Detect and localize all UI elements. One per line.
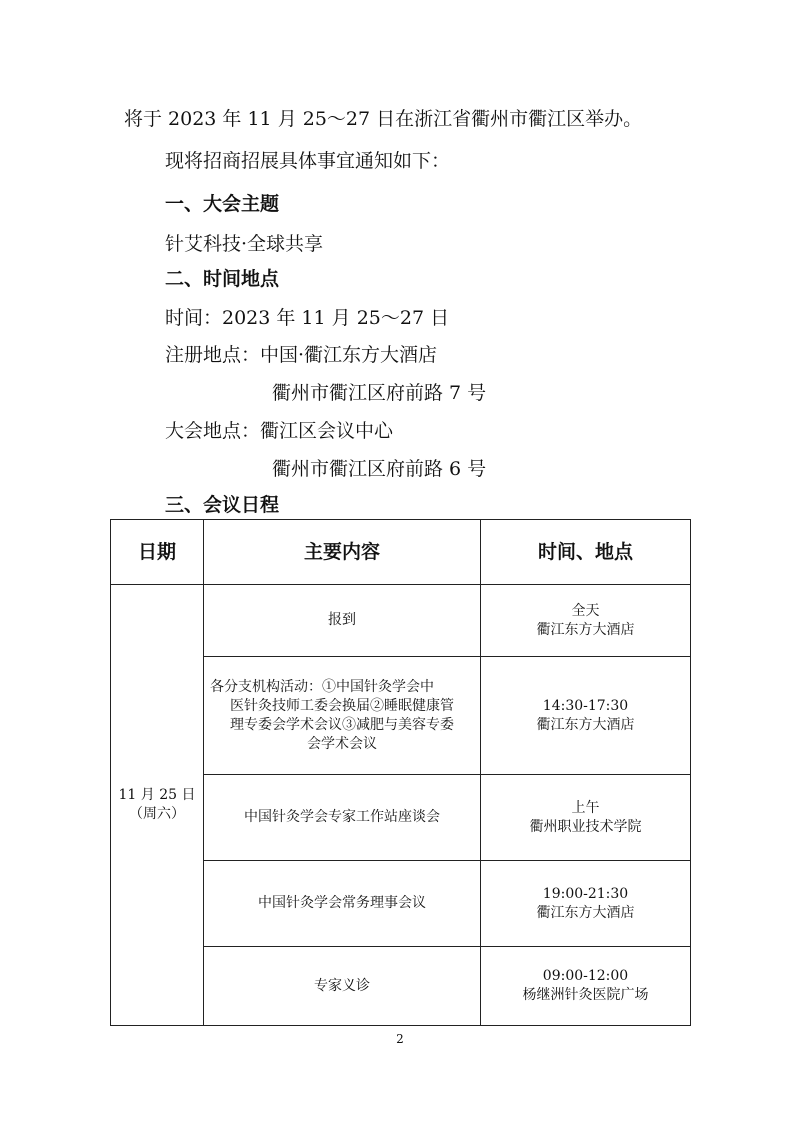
time-line: 14:30-17:30 [542, 697, 629, 714]
section-3-title: 三、会议日程 [165, 494, 280, 516]
place-line: 衢江东方大酒店 [536, 621, 635, 638]
page-number: 2 [396, 1032, 404, 1046]
content-cell [204, 861, 481, 947]
content-line: 中国针灸学会专家工作站座谈会 [244, 809, 440, 825]
place-line: 衢州职业技术学院 [529, 818, 642, 835]
table-row [111, 585, 691, 657]
time-place-cell [481, 861, 691, 947]
content-cell [204, 585, 481, 657]
schedule-table [110, 519, 691, 1026]
time-line: 09:00-12:00 [542, 968, 629, 984]
place-line: 衢江东方大酒店 [536, 716, 635, 733]
venue-address: 衢州市衢江区府前路 6 号 [272, 458, 487, 480]
body-line-2: 现将招商招展具体事宜通知如下： [165, 150, 451, 172]
registration-address: 衢州市衢江区府前路 7 号 [272, 382, 487, 404]
time-place-cell [481, 775, 691, 861]
time-place-cell [481, 657, 691, 775]
date-cell [111, 585, 204, 1026]
header-content: 主要内容 [204, 520, 481, 585]
registration-place: 注册地点：中国·衢江东方大酒店 [165, 344, 438, 366]
time-line: 19:00-21:30 [542, 885, 629, 902]
time-place-cell [481, 585, 691, 657]
date-line: 11 月 25 日 [118, 787, 196, 803]
content-line: 各分支机构活动：①中国针灸学会中 [210, 678, 434, 695]
theme-text: 针艾科技·全球共享 [165, 233, 324, 255]
content-line: 报到 [328, 612, 356, 628]
weekday-line: （周六） [129, 806, 185, 822]
time-line: 全天 [571, 602, 600, 619]
content-line: 中国针灸学会常务理事会议 [258, 895, 426, 911]
content-cell [204, 657, 481, 775]
content-line: 医针灸技师工委会换届②睡眠健康管 [230, 697, 454, 714]
header-date: 日期 [111, 520, 204, 585]
place-line: 杨继洲针灸医院广场 [522, 987, 649, 1003]
table-header-row [111, 520, 691, 585]
place-line: 衢江东方大酒店 [536, 904, 635, 921]
content-line: 理专委会学术会议③减肥与美容专委 [230, 716, 454, 733]
time-line: 上午 [571, 799, 600, 816]
body-line-1: 将于 2023 年 11 月 25～27 日在浙江省衢州市衢江区举办。 [124, 108, 643, 130]
section-1-title: 一、大会主题 [165, 193, 280, 215]
header-time-place: 时间、地点 [481, 520, 691, 585]
venue-place: 大会地点：衢江区会议中心 [165, 420, 394, 442]
content-cell [204, 947, 481, 1026]
section-2-title: 二、时间地点 [165, 268, 280, 290]
content-line: 会学术会议 [307, 735, 377, 752]
time-text: 时间：2023 年 11 月 25～27 日 [165, 307, 450, 329]
content-line: 专家义诊 [314, 977, 370, 994]
time-place-cell [481, 947, 691, 1026]
content-cell [204, 775, 481, 861]
